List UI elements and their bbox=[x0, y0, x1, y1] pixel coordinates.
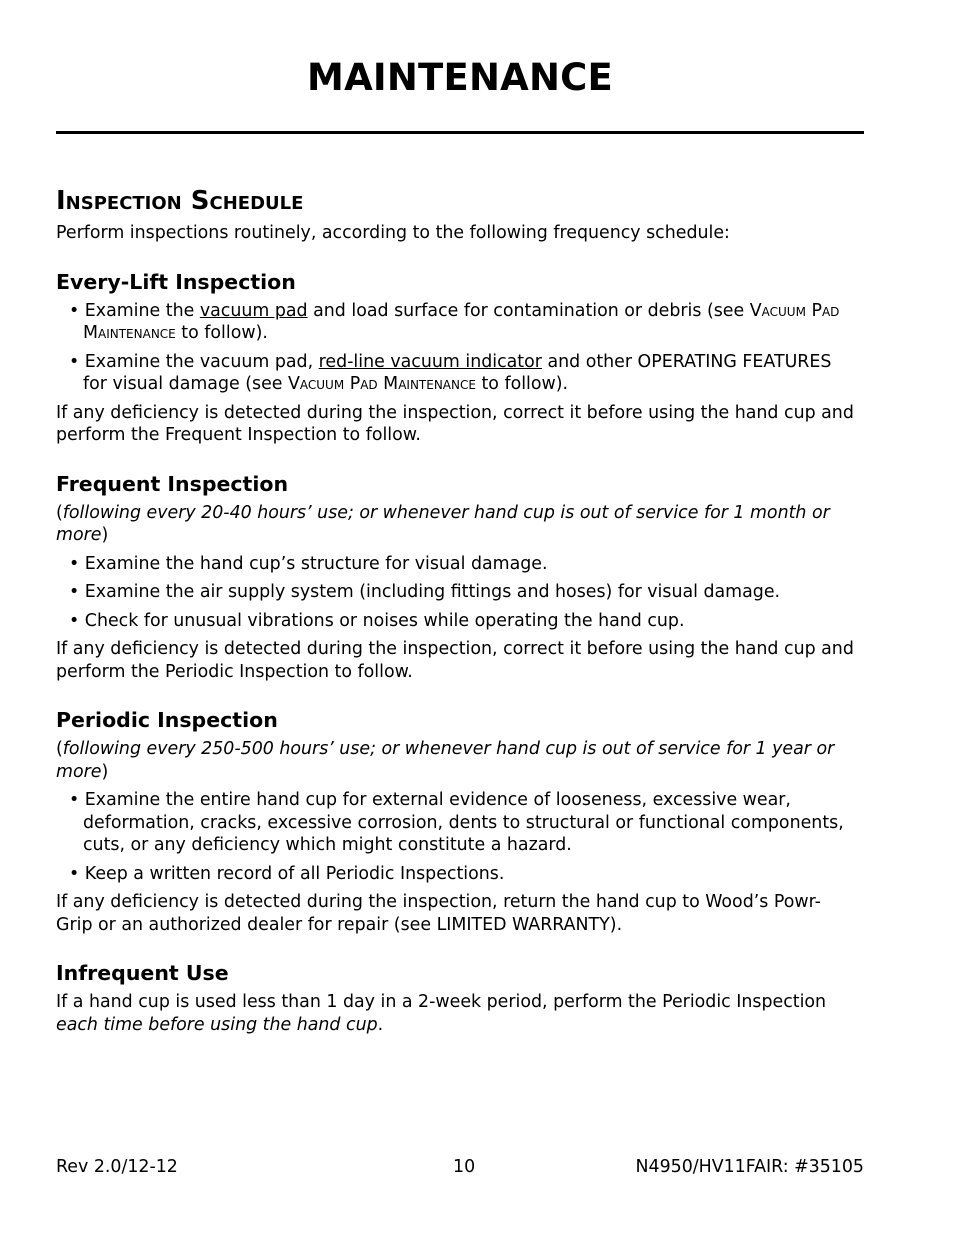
bullet-text: Examine the bbox=[84, 300, 200, 321]
bullet-text: Keep a written record of all Periodic Inspections. bbox=[84, 863, 505, 884]
infrequent-paragraph bbox=[56, 991, 856, 1036]
every-lift-heading: Every-Lift Inspection bbox=[56, 269, 296, 294]
infrequent-heading: Infrequent Use bbox=[56, 961, 229, 985]
footer-document-id: N4950/HV11FAIR: #35105 bbox=[635, 1157, 864, 1177]
periodic-bullet-1: • Examine the entire hand cup for external evidence of looseness, excessive wear, deformation, cracks, excessive corrosion, dents to structural or functional components, cuts, or any deficiency which might constitute a hazard. bbox=[69, 790, 844, 855]
bullet-text: Examine the air supply system (including fittings and hoses) for visual damage. bbox=[84, 582, 781, 602]
bullet-text: Examine the entire hand cup for external evidence of looseness, excessive wear, deformation, cracks, excessive corrosion, dents to structural or functional components, cuts, or any deficiency which might constitute a hazard. bbox=[83, 790, 844, 855]
footer-page-number: 10 bbox=[453, 1157, 476, 1177]
bullet-text: and other OPERATING FEATURES for visual damage (see bbox=[83, 351, 832, 394]
bullet-text: and load surface for contamination or debris (see bbox=[307, 300, 750, 321]
frequent-note: (following every 20-40 hours’ use; or whenever hand cup is out of service for 1 month or more) bbox=[56, 502, 830, 545]
infrequent-text: If a hand cup is used less than 1 day in a 2-week period, perform the Periodic Inspection bbox=[56, 992, 827, 1012]
periodic-paragraph: If any deficiency is detected during the inspection, return the hand cup to Wood’s Powr-Grip or an authorized dealer for repair (see LIMITED WARRANTY). bbox=[56, 892, 821, 935]
vacuum-pad-maintenance-ref: Vacuum Pad Maintenance bbox=[83, 300, 840, 343]
periodic-note-text: following every 250-500 hours’ use; or whenever hand cup is out of service for 1 year or more bbox=[56, 739, 835, 782]
section-intro: Perform inspections routinely, according to the following frequency schedule: bbox=[56, 223, 730, 243]
frequent-heading: Frequent Inspection bbox=[56, 471, 289, 496]
periodic-bullet-2: • Keep a written record of all Periodic Inspections. bbox=[69, 863, 505, 884]
title-divider bbox=[56, 131, 864, 134]
every-lift-paragraph: If any deficiency is detected during the inspection, correct it before using the hand cup and perform the Frequent Inspection to follow. bbox=[56, 402, 854, 445]
every-lift-bullet-2: • Examine the vacuum pad, red-line vacuum indicator and other OPERATING FEATURES for visual damage (see Vacuum Pad Maintenance to follow). bbox=[69, 351, 832, 394]
vacuum-pad-link[interactable]: vacuum pad bbox=[199, 300, 308, 321]
bullet-text: Check for unusual vibrations or noises while operating the hand cup. bbox=[84, 610, 685, 631]
frequent-paragraph: If any deficiency is detected during the inspection, correct it before using the hand cup and perform the Periodic Inspection to follow. bbox=[56, 639, 854, 682]
main-content bbox=[56, 186, 856, 1036]
red-line-indicator-link[interactable]: red-line vacuum indicator bbox=[318, 351, 542, 372]
bullet-text: Examine the hand cup’s structure for visual damage. bbox=[84, 553, 548, 574]
frequent-bullet-2: • Examine the air supply system (including fittings and hoses) for visual damage. bbox=[69, 582, 781, 602]
periodic-heading: Periodic Inspection bbox=[56, 708, 278, 732]
section-heading: Inspection Schedule bbox=[56, 186, 304, 216]
frequent-bullet-1: • Examine the hand cup’s structure for visual damage. bbox=[69, 553, 548, 574]
frequent-note-text: following every 20-40 hours’ use; or whenever hand cup is out of service for 1 month or more bbox=[56, 502, 830, 545]
infrequent-end: . bbox=[377, 1014, 384, 1035]
vacuum-pad-maintenance-ref: Vacuum Pad Maintenance bbox=[288, 374, 476, 394]
page-title: MAINTENANCE bbox=[307, 56, 613, 99]
every-lift-bullet-1: • Examine the vacuum pad and load surface for contamination or debris (see Vacuum Pad Maintenance to follow). bbox=[69, 300, 840, 343]
footer-revision: Rev 2.0/12-12 bbox=[56, 1157, 178, 1177]
bullet-text: to follow). bbox=[475, 374, 569, 394]
bullet-text: Examine the vacuum pad, bbox=[84, 351, 319, 372]
frequent-bullet-3: • Check for unusual vibrations or noises while operating the hand cup. bbox=[69, 610, 685, 631]
bullet-text: to follow). bbox=[175, 323, 268, 343]
periodic-note: (following every 250-500 hours’ use; or whenever hand cup is out of service for 1 year or more) bbox=[56, 739, 835, 782]
infrequent-emphasis: each time before using the hand cup bbox=[56, 1014, 378, 1035]
